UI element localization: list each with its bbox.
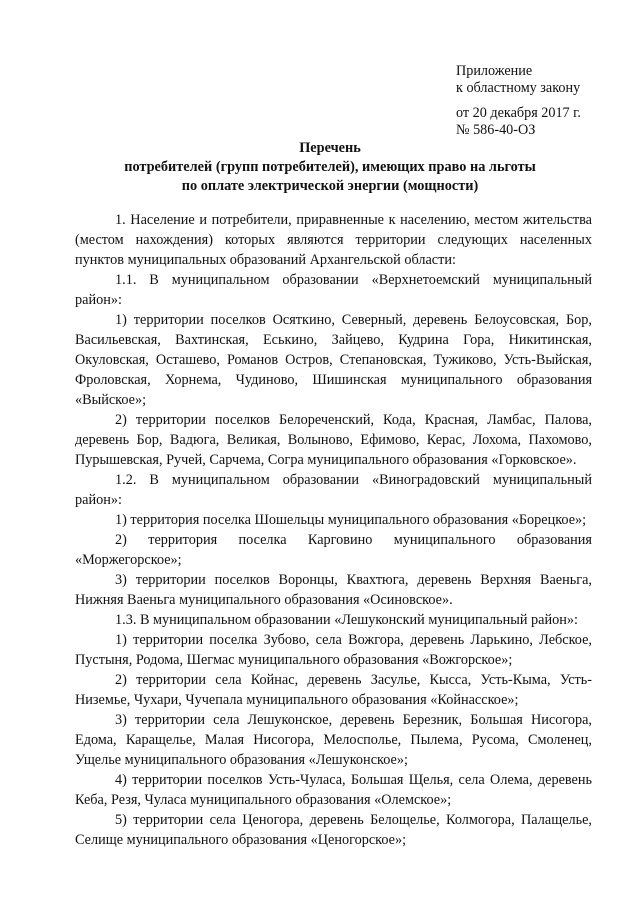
appendix-header — [456, 63, 626, 139]
paragraph: 3) территории села Лешуконское, деревень Березник, Большая Нисогора, Едома, Каращелье, Малая Нисогора, Мелосполье, Пылема, Русома, Смоленец, Ущелье муниципального образования «Лешуконское»; — [75, 712, 592, 768]
appendix-date: от 20 декабря 2017 г. — [456, 105, 581, 121]
paragraph: 1) территории поселка Зубово, села Вожгора, деревень Ларькино, Лебское, Пустыня, Родома, Шегмас муниципального образования «Вожгорское»; — [75, 632, 592, 668]
document-body — [75, 210, 592, 850]
paragraph: 1) территории поселков Осяткино, Северный, деревень Белоусовская, Бор, Васильевская, Вахтинская, Еськино, Зайцево, Кудрина Гора, Никитинская, Окуловская, Осташево, Романов Остров, Степановская, Тужиково, Усть-Выйская, Фроловская, Хорнема, Чудиново, Шишинская муниципального образования «Выйское»; — [75, 312, 592, 408]
title-line-1: Перечень — [299, 140, 361, 156]
paragraph: 1.1. В муниципальном образовании «Верхнетоемский муниципальный район»: — [75, 272, 592, 308]
paragraph: 2) территория поселка Карговино муниципального образования «Моржегорское»; — [75, 532, 592, 568]
appendix-number: № 586-40-ОЗ — [456, 122, 536, 138]
title-line-2: потребителей (групп потребителей), имеющих право на льготы — [124, 159, 536, 175]
paragraph: 3) территории поселков Воронцы, Квахтюга, деревень Верхняя Ваеньга, Нижняя Ваеньга муниципального образования «Осиновское». — [75, 572, 592, 608]
paragraph: 1.3. В муниципальном образовании «Лешуконский муниципальный район»: — [115, 612, 578, 628]
document-title — [60, 139, 600, 196]
paragraph: 2) территории села Койнас, деревень Засулье, Кысса, Усть-Кыма, Усть-Низемье, Чухари, Чучепала муниципального образования «Койнасское»; — [75, 672, 592, 708]
paragraph: 1) территория поселка Шошельцы муниципального образования «Борецкое»; — [115, 512, 587, 528]
paragraph: 5) территории села Ценогора, деревень Белощелье, Колмогора, Палащелье, Селище муниципального образования «Ценогорское»; — [75, 812, 592, 848]
paragraph: 4) территории поселков Усть-Чуласа, Большая Щелья, села Олема, деревень Кеба, Резя, Чуласа муниципального образования «Олемское»; — [75, 772, 592, 808]
appendix-label: Приложение — [456, 63, 533, 79]
title-line-3: по оплате электрической энергии (мощности) — [181, 178, 479, 194]
paragraph: 2) территории поселков Белореченский, Кода, Красная, Ламбас, Палова, деревень Бор, Вадюга, Великая, Волыново, Ефимово, Керас, Лохома, Пахомово, Пурышевская, Ручей, Сарчема, Согра муниципального образования «Горковское». — [75, 412, 592, 468]
paragraph: 1.2. В муниципальном образовании «Виноградовский муниципальный район»: — [75, 472, 592, 508]
appendix-law-ref: к областному закону — [456, 80, 581, 96]
paragraph: 1. Население и потребители, приравненные к населению, местом жительства (местом нахождения) которых являются территории следующих населенных пунктов муниципальных образований Архангельской области: — [75, 212, 592, 268]
